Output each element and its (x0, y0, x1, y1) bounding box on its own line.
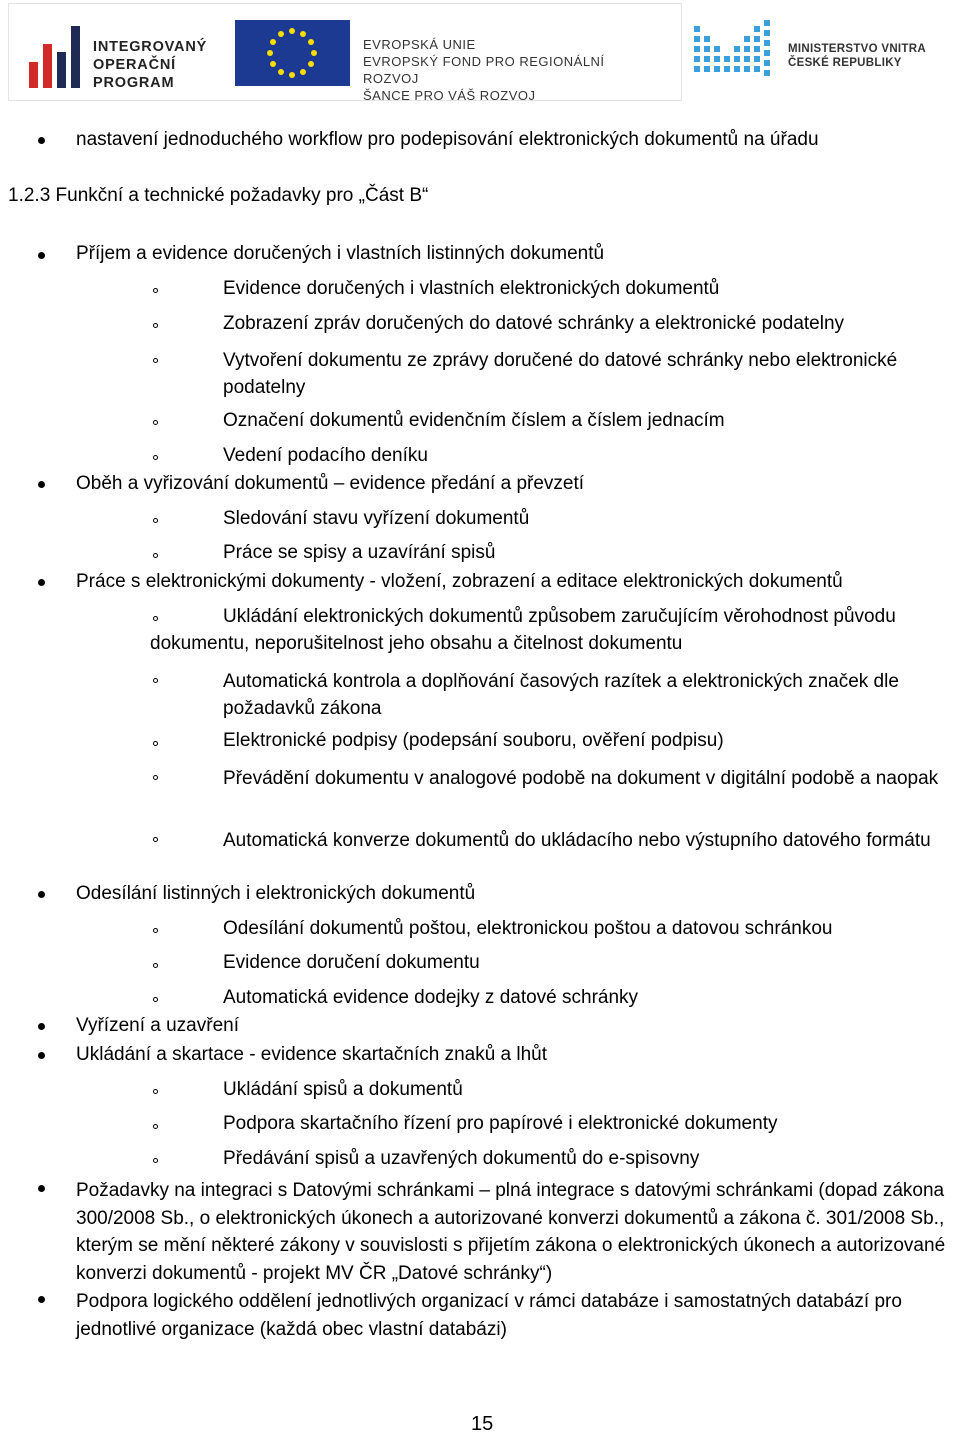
list-item: Vedení podacího deníku (223, 445, 428, 466)
eu-line-3: ŠANCE PRO VÁŠ ROZVOJ (363, 88, 536, 103)
iop-logo (23, 20, 213, 90)
list-item: Ukládání spisů a dokumentů (223, 1079, 463, 1100)
bullet-icon (38, 481, 45, 488)
iop-line-3: PROGRAM (93, 75, 175, 91)
eu-flag-icon (235, 20, 350, 86)
sub-bullet-icon (153, 553, 158, 558)
eu-line-1: EVROPSKÁ UNIE (363, 37, 476, 52)
iop-bars-icon (29, 22, 97, 88)
bullet-icon (38, 1052, 45, 1059)
bullet-icon (38, 891, 45, 898)
sub-bullet-icon (153, 1158, 158, 1163)
iop-line-1: INTEGROVANÝ (93, 39, 208, 55)
bullet-icon (38, 579, 45, 586)
list-item: Požadavky na integraci s Datovými schránkami – plná integrace s datovými schránkami (dopad zákona 300/2008 Sb., o elektronických úkonech a autorizované konverzi dokumentů a zákona č. 301/2008 Sb., kterým se mění některé zákony v souvislosti s přijetím zákona o elektronických úkonech a autorizované konverzi dokumentů - projekt MV ČR „Datové schránky“) (76, 1180, 946, 1284)
bullet-icon (38, 252, 45, 259)
list-item: Sledování stavu vyřízení dokumentů (223, 508, 530, 529)
list-item: Podpora logického oddělení jednotlivých organizací v rámci databáze i samostatných databází pro jednotlivé organizace (každá obec vlastní databázi) (76, 1291, 902, 1340)
list-item: Příjem a evidence doručených i vlastních listinných dokumentů (76, 243, 605, 264)
sub-bullet-icon (153, 455, 158, 460)
list-item: Ukládání a skartace - evidence skartačních znaků a lhůt (76, 1044, 548, 1065)
list-item: Odesílání dokumentů poštou, elektronickou poštou a datovou schránkou (223, 918, 833, 939)
list-item-continuation: dokumentu, neporušitelnost jeho obsahu a čitelnost dokumentu (150, 633, 683, 654)
list-item: Elektronické podpisy (podepsání souboru, ověření podpisu) (223, 730, 724, 751)
list-item: Podpora skartačního řízení pro papírové i elektronické dokumenty (223, 1113, 778, 1134)
sub-bullet-icon (153, 288, 158, 293)
sub-bullet-icon (153, 1124, 158, 1129)
list-item: Automatická konverze dokumentů do ukládacího nebo výstupního datového formátu (223, 830, 931, 851)
list-item: Vyřízení a uzavření (76, 1015, 239, 1036)
list-item: Automatická kontrola a doplňování časových razítek a elektronických značek dle požadavků zákona (223, 671, 899, 719)
sub-bullet-icon (153, 997, 158, 1002)
sub-bullet-icon (153, 323, 158, 328)
mv-logo (694, 14, 954, 94)
sub-bullet-icon (153, 420, 158, 425)
list-item: Převádění dokumentu v analogové podobě na dokument v digitální podobě a naopak (223, 768, 939, 789)
list-item: Práce se spisy a uzavírání spisů (223, 542, 496, 563)
sub-bullet-icon (153, 678, 158, 683)
list-item: Práce s elektronickými dokumenty - vložení, zobrazení a editace elektronických dokumentů (76, 571, 843, 592)
bullet-icon (38, 1185, 45, 1192)
list-item: Oběh a vyřizování dokumentů – evidence předání a převzetí (76, 473, 585, 494)
bullet-icon (38, 1296, 45, 1303)
list-item: Automatická evidence dodejky z datové schránky (223, 987, 639, 1008)
sub-bullet-icon (153, 963, 158, 968)
sub-bullet-icon (153, 837, 158, 842)
mv-line-2: ČESKÉ REPUBLIKY (788, 57, 902, 69)
mv-dots-icon (694, 20, 778, 80)
logo-bar (8, 3, 682, 101)
mv-line-1: MINISTERSTVO VNITRA (788, 43, 926, 55)
list-item: Evidence doručených i vlastních elektronických dokumentů (223, 278, 720, 299)
section-heading: 1.2.3 Funkční a technické požadavky pro „Část B“ (8, 185, 429, 206)
sub-bullet-icon (153, 1089, 158, 1094)
page-number: 15 (471, 1413, 494, 1435)
list-item: Vytvoření dokumentu ze zprávy doručené do datové schránky nebo elektronické podatelny (223, 350, 898, 398)
list-item: Označení dokumentů evidenčním číslem a číslem jednacím (223, 410, 725, 431)
sub-bullet-icon (153, 928, 158, 933)
eu-line-2: EVROPSKÝ FOND PRO REGIONÁLNÍ ROZVOJ (363, 54, 605, 86)
list-item: Evidence doručení dokumentu (223, 952, 480, 973)
top-bullet-text: nastavení jednoduchého workflow pro podepisování elektronických dokumentů na úřadu (76, 129, 819, 150)
list-item: Odesílání listinných i elektronických dokumentů (76, 883, 476, 904)
sub-bullet-icon (153, 358, 158, 363)
list-item: Zobrazení zpráv doručených do datové schránky a elektronické podatelny (223, 313, 845, 334)
sub-bullet-icon (153, 518, 158, 523)
eu-logo (235, 16, 655, 103)
sub-bullet-icon (153, 741, 158, 746)
bullet-icon (38, 1023, 45, 1030)
sub-bullet-icon (153, 775, 158, 780)
sub-bullet-icon (153, 616, 158, 621)
bullet-icon (38, 137, 45, 144)
list-item: Předávání spisů a uzavřených dokumentů do e-spisovny (223, 1148, 700, 1169)
list-item: Ukládání elektronických dokumentů způsobem zaručujícím věrohodnost původu (223, 606, 896, 627)
iop-line-2: OPERAČNÍ (93, 57, 176, 73)
